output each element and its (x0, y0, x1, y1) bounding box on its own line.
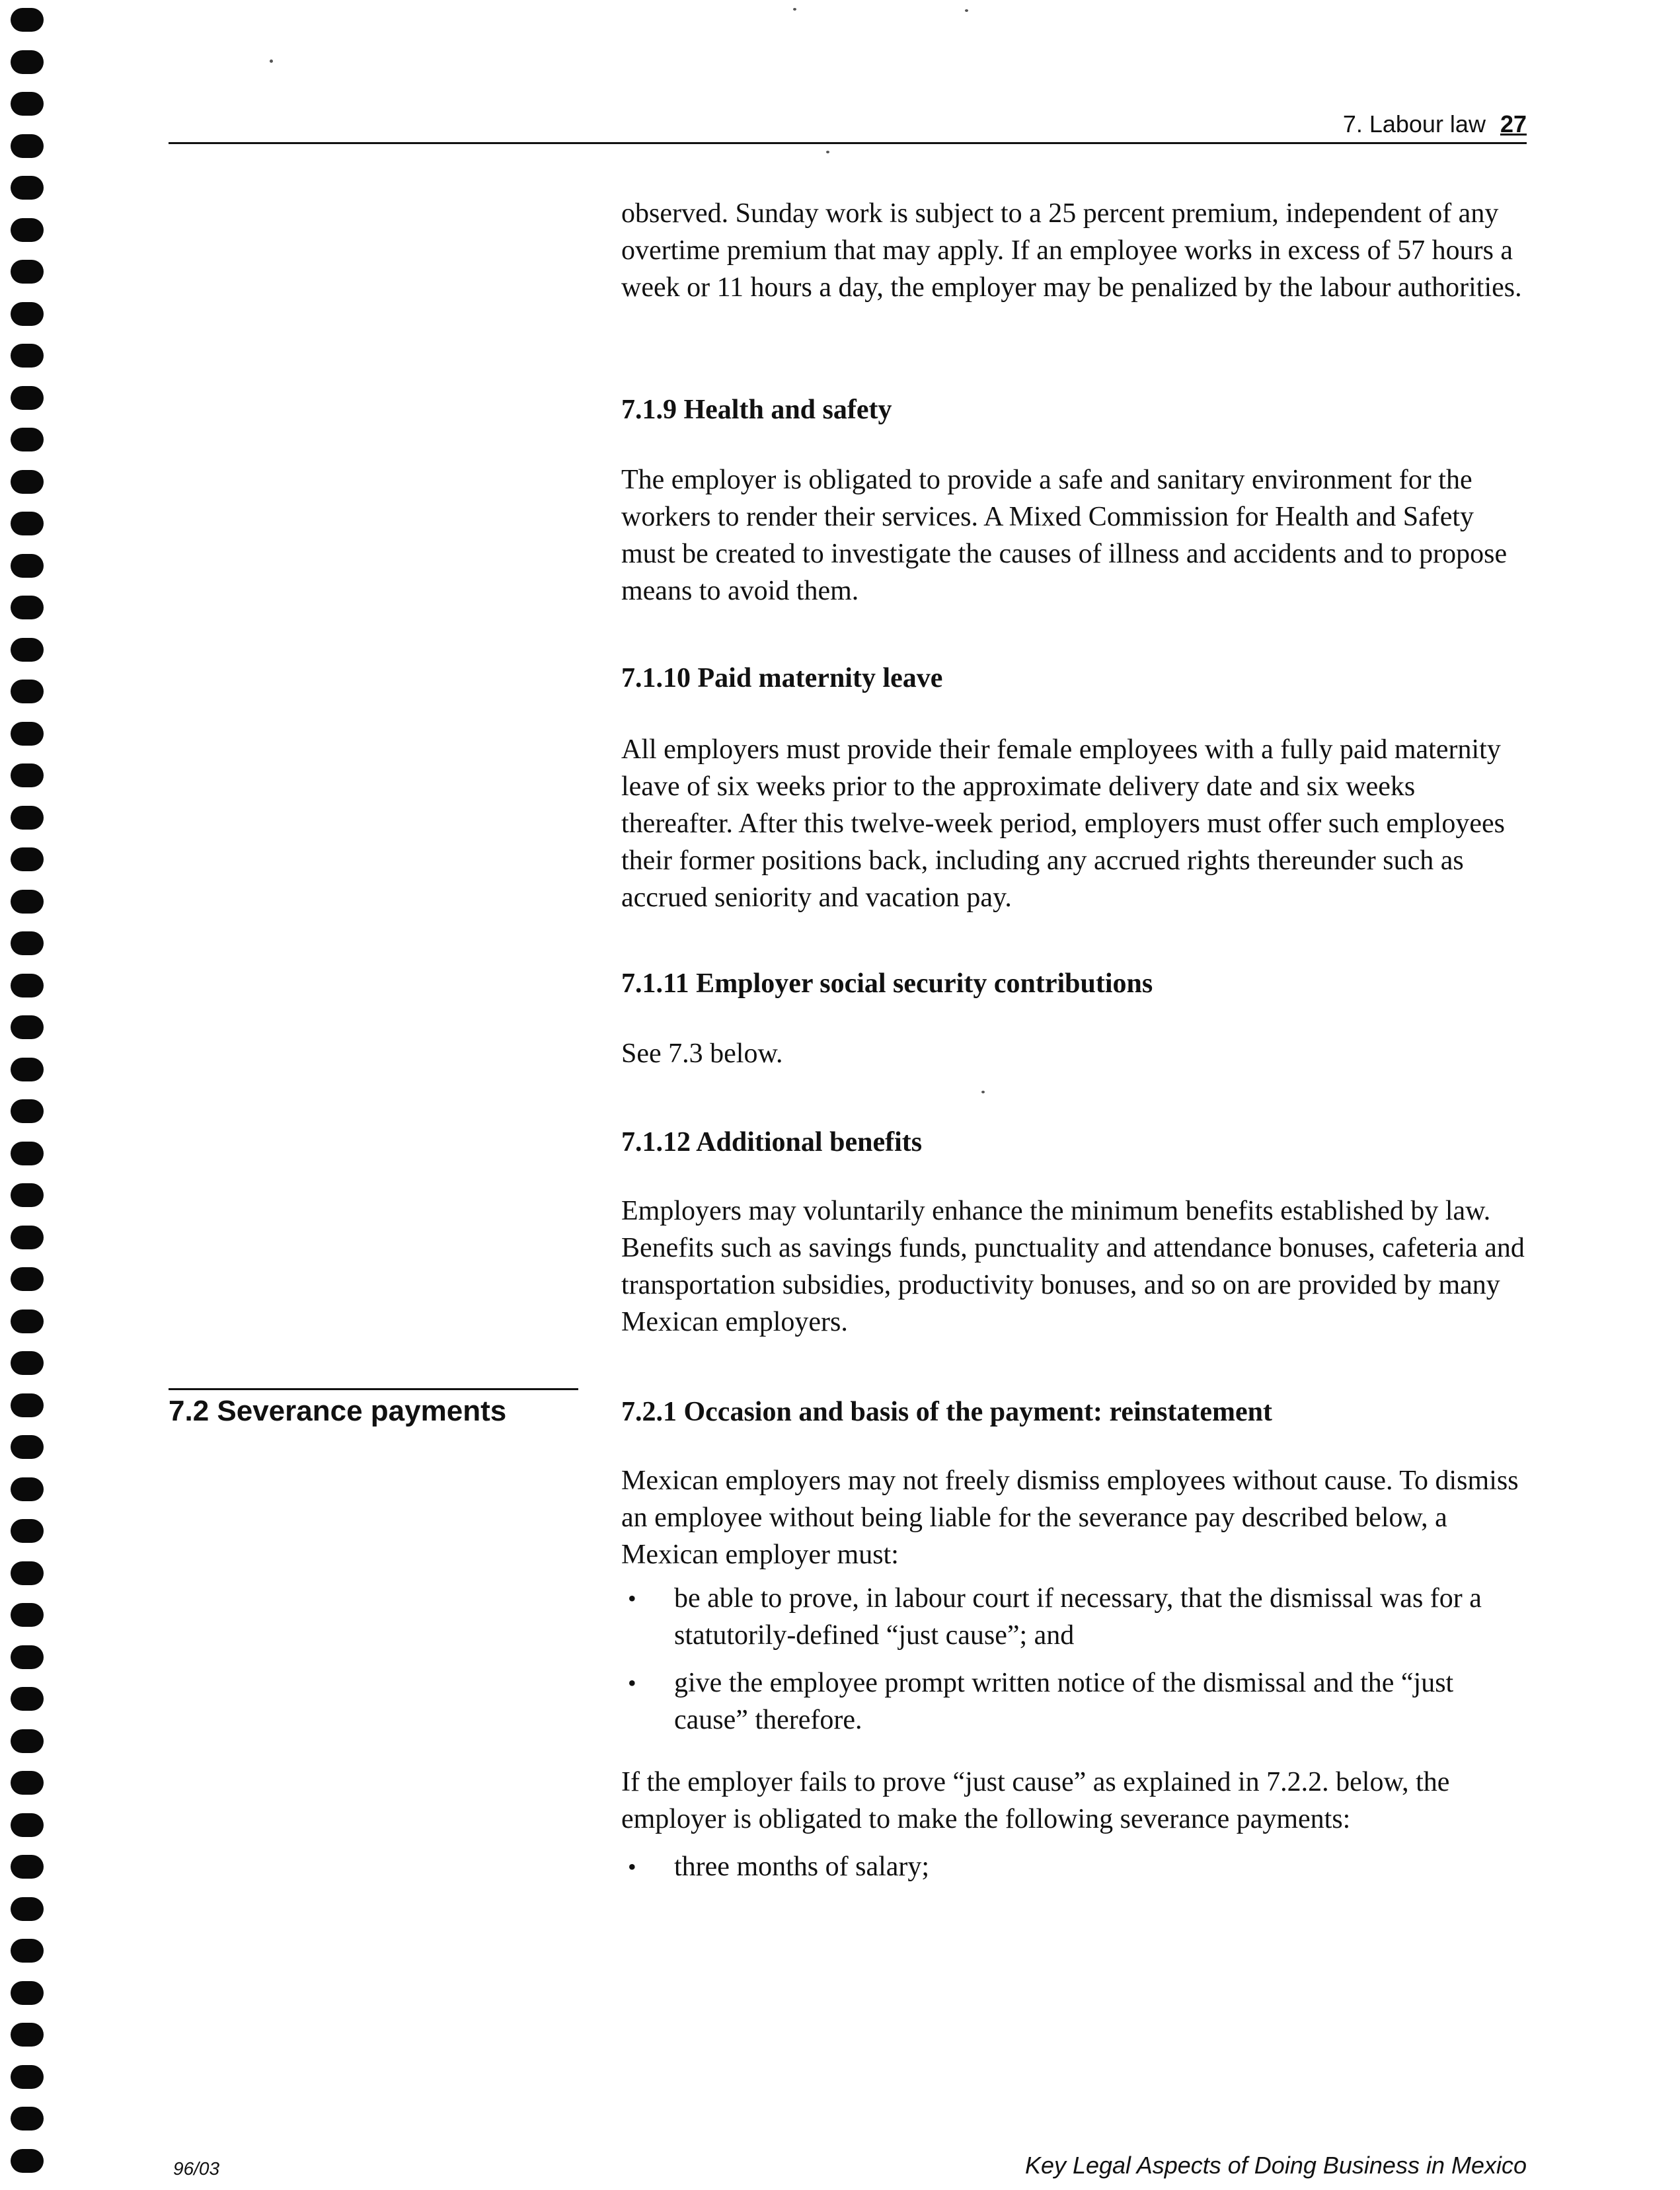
binding-hole-icon (11, 596, 44, 619)
health-safety-paragraph: The employer is obligated to provide a safe and sanitary environment for the workers to render their services. A Mixed Commission for Health and Safety must be created to investigate the causes of illness and accidents and to propose means to avoid them. (621, 465, 1508, 606)
binding-hole-icon (11, 134, 44, 158)
binding-hole-icon (11, 1981, 44, 2005)
binding-hole-icon (11, 680, 44, 703)
social-security-paragraph: See 7.3 below. (621, 1038, 783, 1069)
binding-hole-icon (11, 1310, 44, 1333)
binding-hole-icon (11, 1603, 44, 1627)
binding-hole-icon (11, 1183, 44, 1207)
failure-paragraph: If the employer fails to prove “just cause” as explained in 7.2.2. below, the employer is obligated to make the following severance payments: (621, 1767, 1450, 1834)
binding-hole-icon (11, 1393, 44, 1417)
header-text (1343, 110, 1527, 138)
health-safety-heading: 7.1.9 Health and safety (621, 395, 892, 425)
binding-hole-icon (11, 344, 44, 368)
binding-hole-icon (11, 1729, 44, 1753)
footer-date-code: 96/03 (173, 2158, 220, 2179)
binding-hole-icon (11, 470, 44, 494)
running-header (169, 109, 1527, 144)
binding-hole-icon (11, 302, 44, 326)
binding-hole-icon (11, 2065, 44, 2089)
reinstatement-bullet-list (621, 1580, 1527, 1739)
binding-hole-icon (11, 1226, 44, 1249)
binding-hole-icon (11, 806, 44, 830)
additional-benefits-paragraph: Employers may voluntarily enhance the minimum benefits established by law. Benefits such as savings funds, punctuality and attendance bonuses, cafeteria and transportation subsidies, productivity bonuses, and so on are provided by many Mexican employers. (621, 1196, 1525, 1337)
binding-hole-icon (11, 1897, 44, 1921)
reinstatement-paragraph: Mexican employers may not freely dismiss employees without cause. To dismiss an employee without being liable for the severance pay described below, a Mexican employer must: (621, 1466, 1519, 1570)
binding-hole-icon (11, 1477, 44, 1501)
scan-speck (270, 59, 273, 63)
binding-hole-icon (11, 1435, 44, 1459)
maternity-heading: 7.1.10 Paid maternity leave (621, 663, 943, 693)
section-title: 7.2 Severance payments (169, 1395, 507, 1427)
bullet-icon: • (628, 1670, 636, 1696)
binding-hole-icon (11, 638, 44, 662)
binding-hole-icon (11, 2149, 44, 2173)
binding-holes (0, 0, 53, 2190)
social-security-heading: 7.1.11 Employer social security contributions (621, 968, 1153, 999)
list-item: • three months of salary; (621, 1848, 1527, 1885)
binding-hole-icon (11, 8, 44, 32)
binding-hole-icon (11, 1099, 44, 1123)
severance-bullet-list (621, 1848, 1527, 1885)
binding-hole-icon (11, 386, 44, 410)
binding-hole-icon (11, 2107, 44, 2131)
footer-publication-title: Key Legal Aspects of Doing Business in Mexico (1024, 2152, 1527, 2179)
binding-hole-icon (11, 50, 44, 74)
binding-hole-icon (11, 1351, 44, 1375)
binding-hole-icon (11, 1519, 44, 1543)
binding-hole-icon (11, 218, 44, 242)
chapter-title: 7. Labour law (1342, 110, 1486, 137)
bullet-icon: • (628, 1854, 636, 1880)
list-item: • give the employee prompt written notice of the dismissal and the “just cause” therefore. (621, 1664, 1527, 1739)
binding-hole-icon (11, 1645, 44, 1669)
bullet-icon: • (628, 1585, 636, 1612)
scan-speck (826, 151, 829, 153)
binding-hole-icon (11, 1058, 44, 1081)
binding-hole-icon (11, 92, 44, 116)
binding-hole-icon (11, 847, 44, 871)
additional-benefits-heading: 7.1.12 Additional benefits (621, 1127, 923, 1157)
binding-hole-icon (11, 931, 44, 955)
binding-hole-icon (11, 1561, 44, 1585)
binding-hole-icon (11, 1142, 44, 1165)
binding-hole-icon (11, 1939, 44, 1963)
binding-hole-icon (11, 974, 44, 997)
reinstatement-heading: 7.2.1 Occasion and basis of the payment: reinstatement (621, 1397, 1273, 1427)
maternity-paragraph: All employers must provide their female employees with a fully paid maternity leave of six weeks prior to the approximate delivery date and six weeks thereafter. After this twelve-week period, employers must offer such employees their former positions back, including any accrued rights thereunder such as accrued seniority and vacation pay. (621, 734, 1505, 913)
scan-speck (981, 1091, 985, 1093)
binding-hole-icon (11, 1267, 44, 1291)
binding-hole-icon (11, 1015, 44, 1039)
list-item: • be able to prove, in labour court if necessary, that the dismissal was for a statutorily-defined “just cause”; and (621, 1580, 1527, 1654)
binding-hole-icon (11, 1771, 44, 1795)
binding-hole-icon (11, 890, 44, 914)
scan-speck (793, 8, 796, 11)
binding-hole-icon (11, 2023, 44, 2047)
binding-hole-icon (11, 1687, 44, 1711)
binding-hole-icon (11, 1855, 44, 1879)
overtime-paragraph: observed. Sunday work is subject to a 25 percent premium, independent of any overtime premium that may apply. If an employee works in excess of 57 hours a week or 11 hours a day, the employer may be penalized by the labour authorities. (621, 198, 1522, 303)
section-divider (169, 1388, 578, 1390)
binding-hole-icon (11, 176, 44, 200)
scan-speck (965, 9, 968, 12)
binding-hole-icon (11, 763, 44, 787)
binding-hole-icon (11, 1813, 44, 1837)
binding-hole-icon (11, 512, 44, 535)
binding-hole-icon (11, 260, 44, 284)
binding-hole-icon (11, 554, 44, 578)
page-number: 27 (1500, 110, 1527, 137)
binding-hole-icon (11, 428, 44, 451)
binding-hole-icon (11, 722, 44, 746)
